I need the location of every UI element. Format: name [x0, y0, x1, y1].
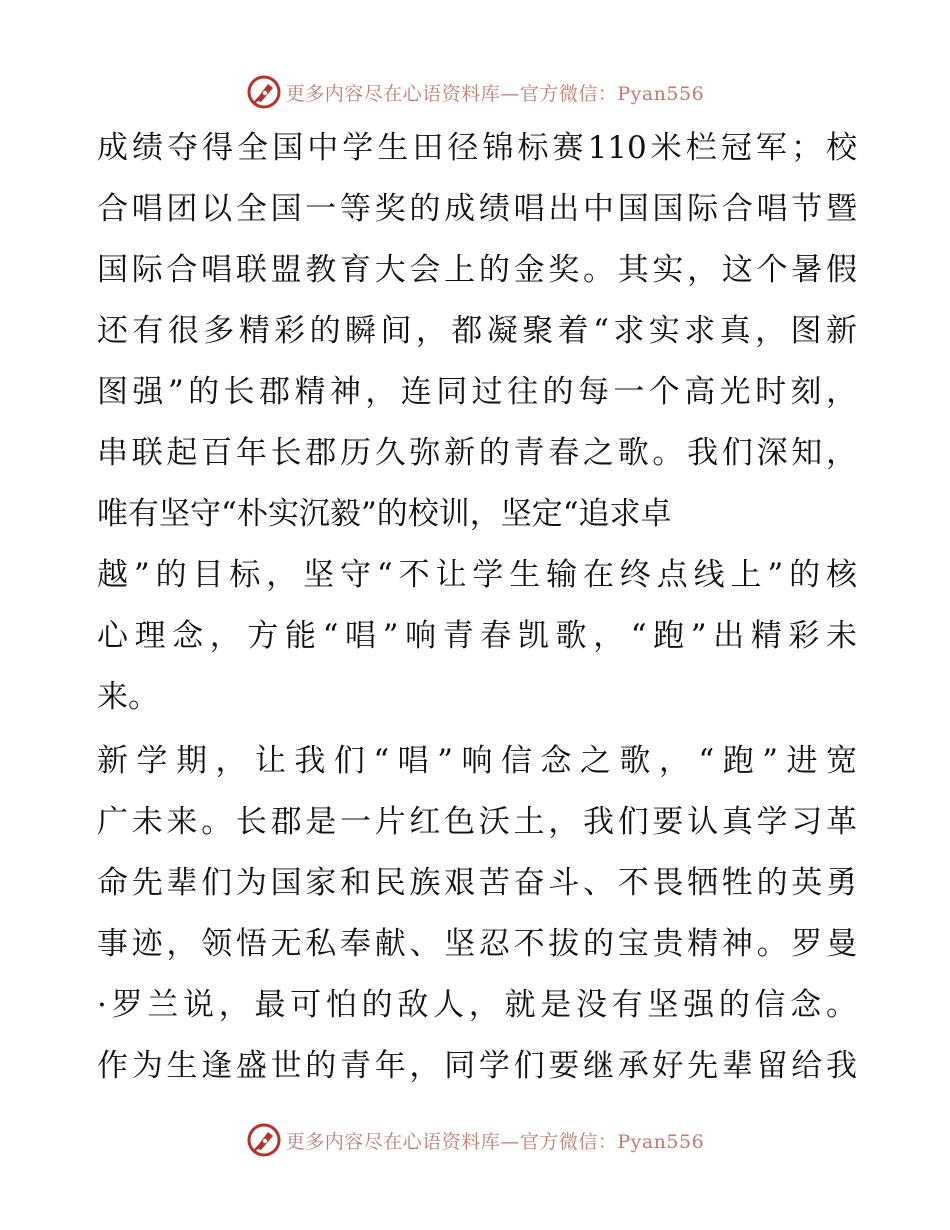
footer-dash: — [500, 1130, 520, 1153]
footer-watermark [0, 1120, 950, 1160]
text-line: 事迹，领悟无私奉献、坚忍不拔的宝贵精神。罗曼 [97, 926, 857, 962]
text-line: 唯有坚守“朴实沉毅”的校训，坚定“追求卓 [97, 496, 672, 532]
header-wechat-id: Pyan556 [617, 82, 705, 105]
text-line: 成绩夺得全国中学生田径锦标赛110米栏冠军；校 [97, 130, 857, 166]
text-line: 图强”的长郡精神，连同过往的每一个高光时刻， [97, 374, 857, 410]
pen-nib-logo-icon [246, 74, 282, 110]
text-line: ·罗兰说，最可怕的敌人，就是没有坚强的信念。 [97, 987, 857, 1023]
pen-nib-logo-icon [246, 1122, 282, 1158]
text-line: 国际合唱联盟教育大会上的金奖。其实，这个暑假 [97, 252, 857, 288]
footer-wechat-id: Pyan556 [617, 1130, 705, 1153]
footer-watermark-text: 更多内容尽在心语资料库 [285, 1130, 501, 1153]
header-wechat-label: 官方微信： [519, 82, 618, 105]
text-line: 合唱团以全国一等奖的成绩唱出中国国际合唱节暨 [97, 191, 857, 227]
text-line: 心理念，方能“唱”响青春凯歌，“跑”出精彩未 [97, 618, 857, 654]
header-watermark [0, 72, 950, 112]
text-line: 串联起百年长郡历久弥新的青春之歌。我们深知， [97, 435, 857, 471]
text-line: 还有很多精彩的瞬间，都凝聚着“求实求真，图新 [97, 313, 857, 349]
text-line: 作为生逢盛世的青年，同学们要继承好先辈留给我 [97, 1048, 857, 1084]
header-dash: — [500, 82, 520, 105]
document-body [97, 118, 857, 1097]
text-line: 命先辈们为国家和民族艰苦奋斗、不畏牺牲的英勇 [97, 865, 857, 901]
text-line: 来。 [97, 679, 159, 715]
text-line: 广未来。长郡是一片红色沃土，我们要认真学习革 [97, 804, 857, 840]
text-line: 越”的目标，坚守“不让学生输在终点线上”的核 [97, 557, 857, 593]
paragraph-2 [97, 731, 857, 1097]
text-line: 新学期，让我们“唱”响信念之歌，“跑”进宽 [97, 743, 857, 779]
paragraph-1 [97, 118, 857, 728]
footer-wechat-label: 官方微信： [519, 1130, 618, 1153]
header-watermark-text: 更多内容尽在心语资料库 [285, 82, 501, 105]
